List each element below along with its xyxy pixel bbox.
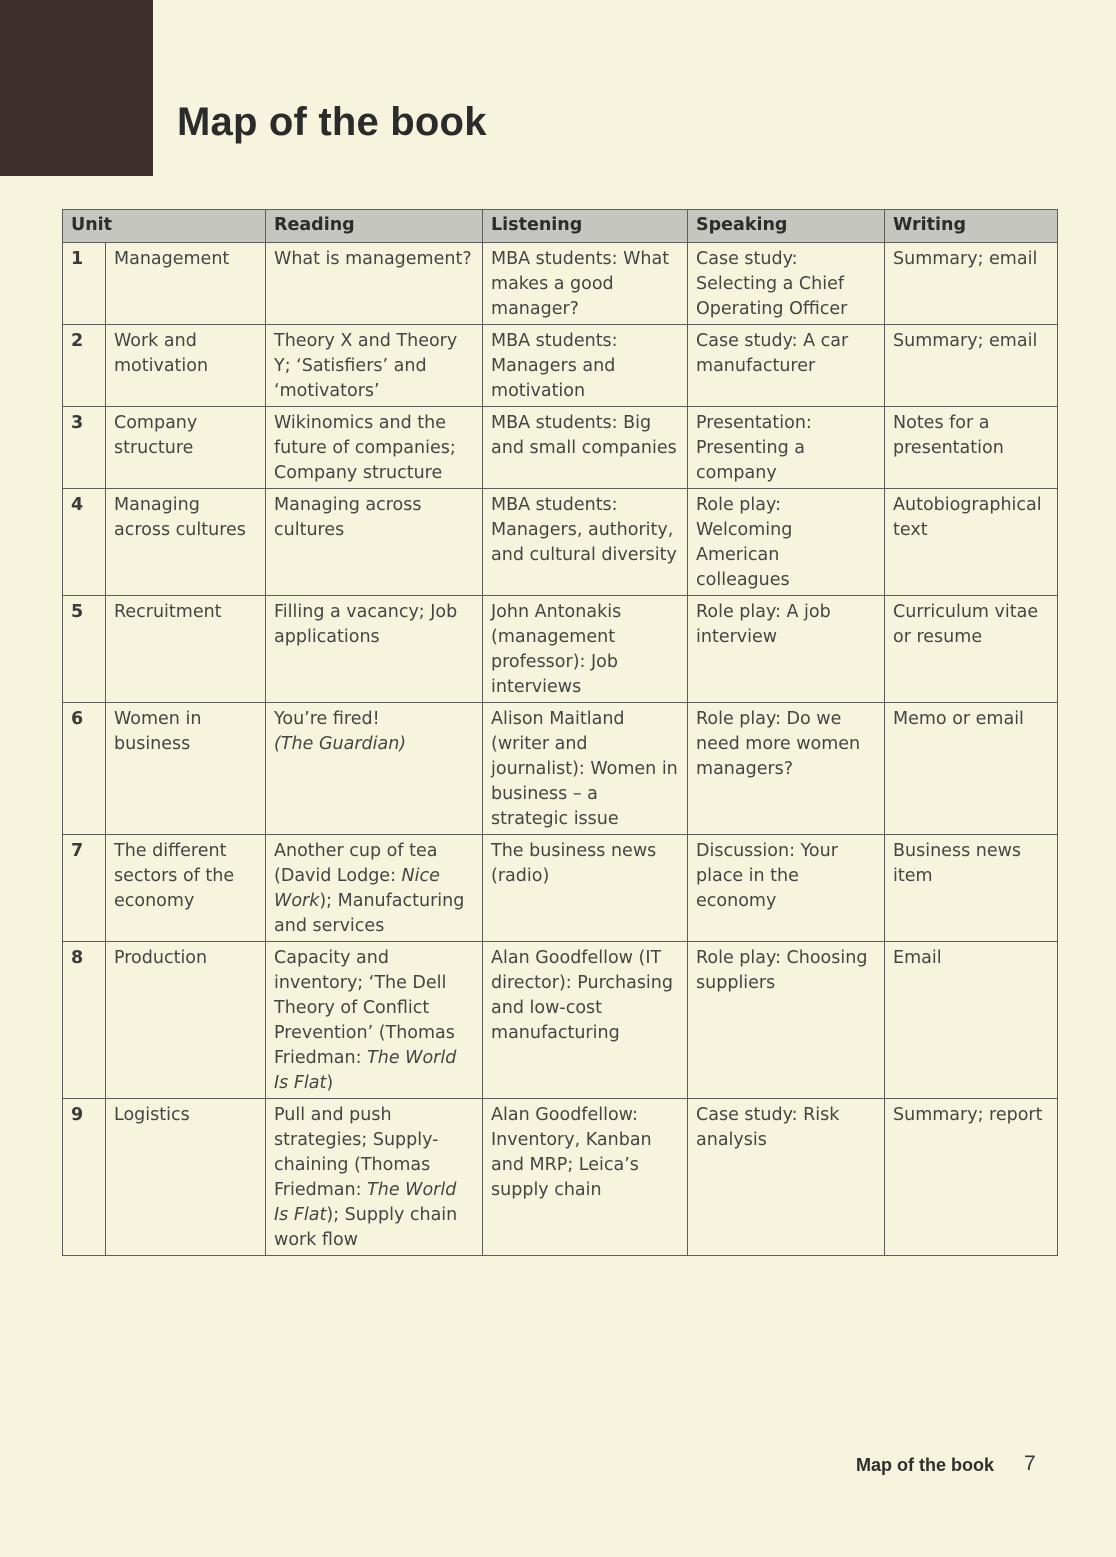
writing-cell: Autobiographical text <box>885 489 1058 596</box>
reading-cell: What is management? <box>266 243 483 325</box>
reading-text: Pull and push strategies; Supply-chaining (Thomas Friedman: <box>274 1105 439 1200</box>
listening-cell: MBA students: Managers, authority, and cultural diversity <box>483 489 688 596</box>
listening-cell: MBA students: What makes a good manager? <box>483 243 688 325</box>
reading-text: Another cup of tea (David Lodge: <box>274 841 438 886</box>
footer-running-title: Map of the book <box>856 1455 994 1475</box>
page-number: 7 <box>1024 1452 1036 1475</box>
table-row-unit-8 <box>63 942 1058 1099</box>
reading-cell <box>266 835 483 942</box>
unit-number: 6 <box>63 703 106 835</box>
writing-cell: Memo or email <box>885 703 1058 835</box>
listening-cell: Alan Goodfellow (IT director): Purchasing and low-cost manufacturing <box>483 942 688 1099</box>
listening-cell: MBA students: Managers and motivation <box>483 325 688 407</box>
writing-cell: Summary; email <box>885 243 1058 325</box>
reading-cell: Managing across cultures <box>266 489 483 596</box>
unit-topic: Production <box>106 942 266 1099</box>
unit-topic: Work and motivation <box>106 325 266 407</box>
unit-topic: The different sectors of the economy <box>106 835 266 942</box>
speaking-cell: Role play: Welcoming American colleagues <box>688 489 885 596</box>
reading-source-italic: The World Is Flat <box>274 1048 457 1093</box>
header-listening: Listening <box>483 210 688 243</box>
table-row-unit-5 <box>63 596 1058 703</box>
listening-cell: John Antonakis (management professor): Job interviews <box>483 596 688 703</box>
unit-topic: Management <box>106 243 266 325</box>
table-row-unit-3 <box>63 407 1058 489</box>
unit-topic: Recruitment <box>106 596 266 703</box>
unit-number: 9 <box>63 1099 106 1256</box>
reading-cell <box>266 1099 483 1256</box>
table-row-unit-2 <box>63 325 1058 407</box>
unit-topic: Managing across cultures <box>106 489 266 596</box>
reading-source-italic: The World Is Flat <box>274 1180 457 1225</box>
header-speaking: Speaking <box>688 210 885 243</box>
table-row-unit-1 <box>63 243 1058 325</box>
header-reading: Reading <box>266 210 483 243</box>
reading-text-end: ); Manufacturing and services <box>274 891 465 936</box>
listening-cell: MBA students: Big and small companies <box>483 407 688 489</box>
speaking-cell: Role play: Do we need more women managers? <box>688 703 885 835</box>
unit-number: 7 <box>63 835 106 942</box>
reading-text-end: ); Supply chain work flow <box>274 1205 458 1250</box>
writing-cell: Summary; email <box>885 325 1058 407</box>
writing-cell: Notes for a presentation <box>885 407 1058 489</box>
table-row-unit-6 <box>63 703 1058 835</box>
reading-text-end: ) <box>326 1073 334 1093</box>
speaking-cell: Discussion: Your place in the economy <box>688 835 885 942</box>
corner-decoration <box>0 0 153 176</box>
speaking-cell: Case study: Risk analysis <box>688 1099 885 1256</box>
listening-cell: Alan Goodfellow: Inventory, Kanban and MRP; Leica’s supply chain <box>483 1099 688 1256</box>
unit-number: 2 <box>63 325 106 407</box>
speaking-cell: Case study: A car manufacturer <box>688 325 885 407</box>
speaking-cell: Role play: A job interview <box>688 596 885 703</box>
unit-number: 5 <box>63 596 106 703</box>
speaking-cell: Case study: Selecting a Chief Operating Officer <box>688 243 885 325</box>
reading-source-italic: (The Guardian) <box>274 734 407 754</box>
unit-topic: Women in business <box>106 703 266 835</box>
unit-number: 8 <box>63 942 106 1099</box>
listening-cell: The business news (radio) <box>483 835 688 942</box>
speaking-cell: Role play: Choosing suppliers <box>688 942 885 1099</box>
listening-cell: Alison Maitland (writer and journalist): Women in business – a strategic issue <box>483 703 688 835</box>
unit-topic: Company structure <box>106 407 266 489</box>
unit-topic: Logistics <box>106 1099 266 1256</box>
header-writing: Writing <box>885 210 1058 243</box>
reading-cell <box>266 942 483 1099</box>
unit-number: 1 <box>63 243 106 325</box>
header-unit: Unit <box>63 210 266 243</box>
unit-number: 4 <box>63 489 106 596</box>
reading-text: Capacity and inventory; ‘The Dell Theory of Conflict Prevention’ (Thomas Friedman: <box>274 948 455 1068</box>
unit-number: 3 <box>63 407 106 489</box>
writing-cell: Curriculum vitae or resume <box>885 596 1058 703</box>
reading-cell <box>266 703 483 835</box>
speaking-cell: Presentation: Presenting a company <box>688 407 885 489</box>
reading-text: You’re fired! <box>274 709 380 729</box>
map-of-book-table <box>62 209 1058 1256</box>
reading-cell: Theory X and Theory Y; ‘Satisfiers’ and ‘motivators’ <box>266 325 483 407</box>
table-header-row <box>63 210 1058 243</box>
writing-cell: Summary; report <box>885 1099 1058 1256</box>
reading-cell: Filling a vacancy; Job applications <box>266 596 483 703</box>
writing-cell: Email <box>885 942 1058 1099</box>
reading-cell: Wikinomics and the future of companies; Company structure <box>266 407 483 489</box>
table-row-unit-7 <box>63 835 1058 942</box>
page-title: Map of the book <box>177 100 487 144</box>
reading-source-italic: Nice Work <box>274 866 440 911</box>
table-row-unit-9 <box>63 1099 1058 1256</box>
writing-cell: Business news item <box>885 835 1058 942</box>
table-row-unit-4 <box>63 489 1058 596</box>
